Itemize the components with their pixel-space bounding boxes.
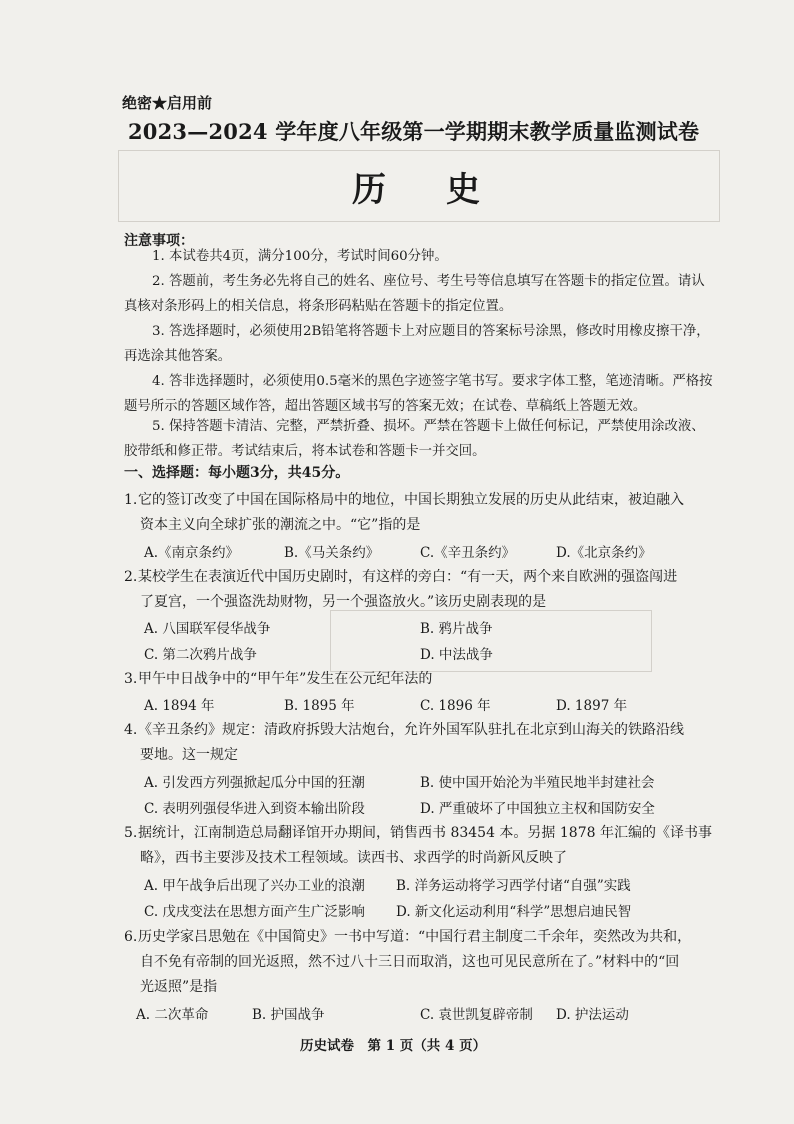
section-heading: 一、选择题：每小题3分，共45分。 <box>124 465 350 481</box>
notice-item: 3. 答选择题时，必须使用2B铅笔将答题卡上对应题目的答案标号涂黑，修改时用橡皮擦干净，再选涂其他答案。 <box>124 324 710 364</box>
option-a[interactable]: A. 1894 年 <box>144 698 215 714</box>
option-a[interactable]: A. 甲午战争后出现了兴办工业的浪潮 <box>144 878 365 894</box>
option-c[interactable]: C. 戊戌变法在思想方面产生广泛影响 <box>144 904 365 920</box>
notice-item: 4. 答非选择题时，必须使用0.5毫米的黑色字迹签字笔书写。要求字体工整，笔迹清晰。严格按题号所示的答题区域作答，超出答题区域书写的答案无效；在试卷、草稿纸上答题无效。 <box>124 374 713 414</box>
option-b[interactable]: B.《马关条约》 <box>284 545 380 561</box>
question-text: 资本主义向全球扩张的潮流之中。“它”指的是 <box>140 517 421 533</box>
question-text: 它的签订改变了中国在国际格局中的地位，中国长期独立发展的历史从此结束，被迫融入 <box>138 492 684 508</box>
option-d[interactable]: D. 护法运动 <box>556 1007 629 1023</box>
question-6 <box>124 925 720 1000</box>
question-text: 自不免有帝制的回光返照，然不过八十三日而取消，这也可见民意所在了。”材料中的“回 <box>140 954 680 970</box>
page-footer: 历史试卷 第 1 页（共 4 页） <box>300 1038 487 1054</box>
notice-item: 5. 保持答题卡清洁、完整，严禁折叠、损坏。严禁在答题卡上做任何标记，严禁使用涂改液、胶带纸和修正带。考试结束后，将本试卷和答题卡一并交回。 <box>124 419 705 459</box>
question-text: 某校学生在表演近代中国历史剧时，有这样的旁白：“有一天，两个来自欧洲的强盗闯进 <box>138 569 678 585</box>
option-c[interactable]: C. 袁世凯复辟帝制 <box>420 1007 533 1023</box>
question-text: 略》，西书主要涉及技术工程领域。读西书、求西学的时尚新风反映了 <box>140 850 567 866</box>
option-c[interactable]: C. 表明列强侵华进入到资本输出阶段 <box>144 801 365 817</box>
option-b[interactable]: B. 使中国开始沦为半殖民地半封建社会 <box>420 775 655 791</box>
question-number: 5. <box>124 825 138 841</box>
question-3 <box>124 667 720 692</box>
question-number: 3. <box>124 671 138 687</box>
option-a[interactable]: A. 引发西方列强掀起瓜分中国的狂潮 <box>144 775 365 791</box>
option-d[interactable]: D.《北京条约》 <box>556 545 652 561</box>
question-text: 《辛丑条约》规定：清政府拆毁大沽炮台，允许外国军队驻扎在北京到山海关的铁路沿线 <box>138 722 684 738</box>
subject-title: 历史 <box>352 170 540 210</box>
question-text: 甲午中日战争中的“甲午年”发生在公元纪年法的 <box>138 671 433 687</box>
question-5 <box>124 821 720 871</box>
option-d[interactable]: D. 1897 年 <box>556 698 628 714</box>
question-1 <box>124 488 720 538</box>
option-d[interactable]: D. 新文化运动利用“科学”思想启迪民智 <box>396 904 632 920</box>
exam-title: 2023—2024 学年度八年级第一学期期末教学质量监测试卷 <box>128 119 700 144</box>
question-number: 2. <box>124 569 138 585</box>
question-2 <box>124 565 720 615</box>
option-c[interactable]: C.《辛丑条约》 <box>420 545 516 561</box>
question-text: 要地。这一规定 <box>140 747 238 763</box>
option-d[interactable]: D. 严重破坏了中国独立主权和国防安全 <box>420 801 655 817</box>
option-b[interactable]: B. 护国战争 <box>252 1007 325 1023</box>
option-a[interactable]: A.《南京条约》 <box>144 545 240 561</box>
notice-heading: 注意事项： <box>124 233 194 249</box>
option-b[interactable]: B. 1895 年 <box>284 698 355 714</box>
confidential-label: 绝密★启用前 <box>122 94 213 112</box>
question-4 <box>124 718 720 768</box>
option-d[interactable]: D. 中法战争 <box>420 647 493 663</box>
question-number: 4. <box>124 722 138 738</box>
notice-item: 1. 本试卷共4页，满分100分，考试时间60分钟。 <box>152 249 448 264</box>
option-c[interactable]: C. 1896 年 <box>420 698 491 714</box>
question-text: 据统计，江南制造总局翻译馆开办期间，销售西书 83454 本。另据 1878 年汇编的《译书事 <box>138 825 712 841</box>
question-text: 了夏宫，一个强盗洗劫财物，另一个强盗放火。”该历史剧表现的是 <box>140 594 547 610</box>
question-text: 历史学家吕思勉在《中国简史》一书中写道：“中国行君主制度二千余年，奕然改为共和， <box>138 929 692 945</box>
question-number: 1. <box>124 492 138 508</box>
option-c[interactable]: C. 第二次鸦片战争 <box>144 647 257 663</box>
notice-item: 2. 答题前，考生务必先将自己的姓名、座位号、考生号等信息填写在答题卡的指定位置。请认真核对条形码上的相关信息，将条形码粘贴在答题卡的指定位置。 <box>124 274 705 314</box>
option-b[interactable]: B. 鸦片战争 <box>420 621 493 637</box>
option-a[interactable]: A. 八国联军侵华战争 <box>144 621 271 637</box>
question-text: 光返照”是指 <box>140 979 218 995</box>
question-number: 6. <box>124 929 138 945</box>
option-a[interactable]: A. 二次革命 <box>136 1007 209 1023</box>
option-b[interactable]: B. 洋务运动将学习西学付诸“自强”实践 <box>396 878 631 894</box>
